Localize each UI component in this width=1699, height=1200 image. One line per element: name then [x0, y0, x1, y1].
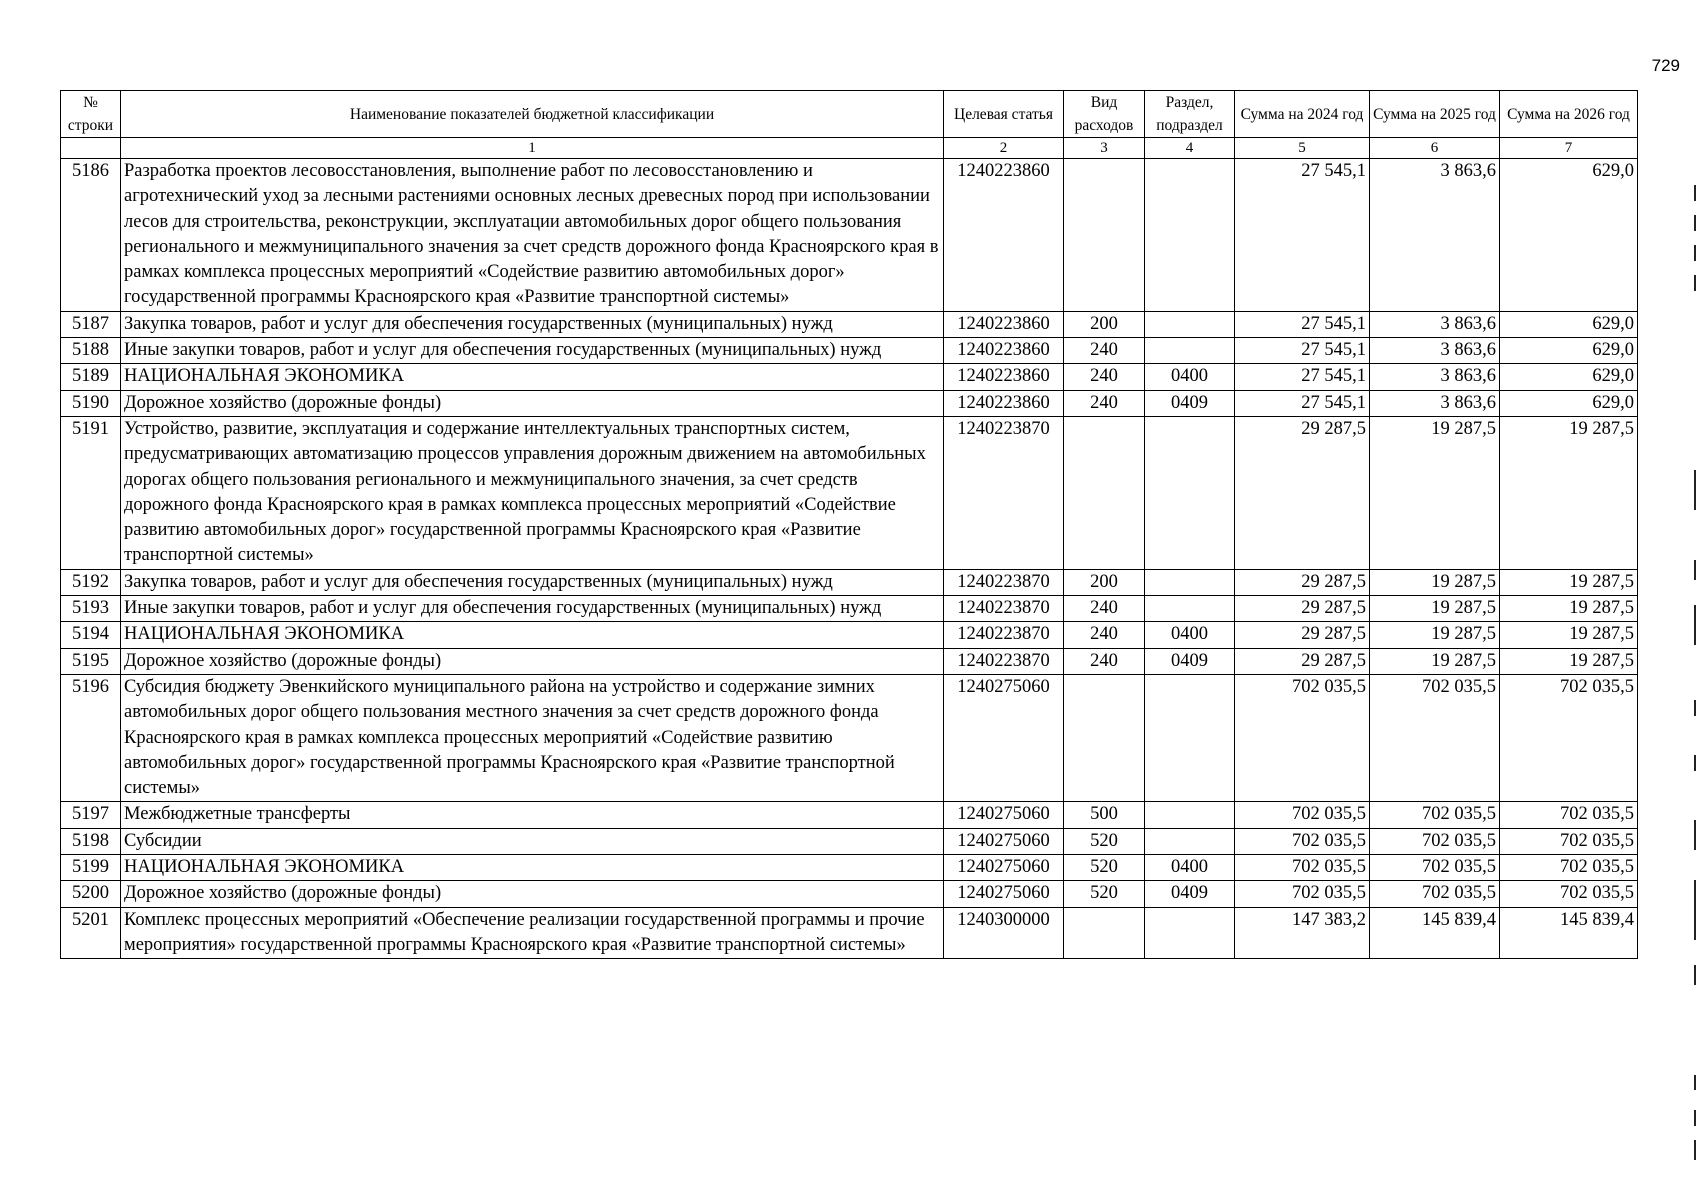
row-number: 5198 [61, 828, 121, 854]
header-sum-2026: Сумма на 2026 год [1500, 91, 1638, 138]
scan-mark [1694, 275, 1696, 291]
row-expense-type [1064, 907, 1145, 959]
table-row [61, 416, 1638, 569]
scan-mark [1694, 215, 1696, 231]
row-sum-2025: 19 287,5 [1370, 622, 1500, 648]
row-target-article: 1240275060 [944, 802, 1064, 828]
row-number: 5194 [61, 622, 121, 648]
row-section [1145, 159, 1235, 312]
row-sum-2025: 3 863,6 [1370, 390, 1500, 416]
row-sum-2025: 19 287,5 [1370, 416, 1500, 569]
row-section: 0400 [1145, 364, 1235, 390]
table-row [61, 622, 1638, 648]
row-sum-2024: 29 287,5 [1235, 648, 1370, 674]
row-number: 5196 [61, 674, 121, 801]
row-sum-2026: 19 287,5 [1500, 569, 1638, 595]
table-row [61, 648, 1638, 674]
page-number: 729 [1651, 56, 1680, 75]
row-expense-type: 240 [1064, 390, 1145, 416]
row-number: 5200 [61, 881, 121, 907]
row-section: 0400 [1145, 622, 1235, 648]
row-sum-2024: 27 545,1 [1235, 338, 1370, 364]
table-row [61, 159, 1638, 312]
row-name: Дорожное хозяйство (дорожные фонды) [121, 648, 944, 674]
row-target-article: 1240223860 [944, 364, 1064, 390]
table-row [61, 828, 1638, 854]
row-number: 5193 [61, 596, 121, 622]
row-sum-2026: 702 035,5 [1500, 802, 1638, 828]
scan-mark [1694, 880, 1696, 940]
row-expense-type: 520 [1064, 881, 1145, 907]
row-sum-2025: 702 035,5 [1370, 855, 1500, 881]
row-expense-type [1064, 674, 1145, 801]
scan-mark [1694, 755, 1696, 771]
row-section [1145, 311, 1235, 337]
row-sum-2024: 29 287,5 [1235, 569, 1370, 595]
row-sum-2026: 702 035,5 [1500, 674, 1638, 801]
header-sum-2025: Сумма на 2025 год [1370, 91, 1500, 138]
row-target-article: 1240275060 [944, 674, 1064, 801]
row-target-article: 1240223870 [944, 622, 1064, 648]
table-row [61, 596, 1638, 622]
row-number: 5192 [61, 569, 121, 595]
row-name: Разработка проектов лесовосстановления, выполнение работ по лесовосстановлению и агротехнический уход за лесными растениями основных лесных древесных пород при использовании лесов для строительства, реконструкции, эксплуатации автомобильных дорог общего пользования регионального и межмуниципального значения за счет средств дорожного фонда Красноярского края в рамках комплекса процессных мероприятий «Содействие развитию автомобильных дорог» государственной программы Красноярского края «Развитие транспортной системы» [121, 159, 944, 312]
row-number: 5195 [61, 648, 121, 674]
row-name: Иные закупки товаров, работ и услуг для обеспечения государственных (муниципальных) нужд [121, 338, 944, 364]
row-sum-2025: 3 863,6 [1370, 364, 1500, 390]
row-sum-2026: 19 287,5 [1500, 648, 1638, 674]
row-number: 5186 [61, 159, 121, 312]
budget-table [60, 90, 1638, 959]
row-target-article: 1240223870 [944, 648, 1064, 674]
header-row-no: № строки [61, 91, 121, 138]
row-sum-2024: 27 545,1 [1235, 159, 1370, 312]
row-expense-type: 500 [1064, 802, 1145, 828]
row-target-article: 1240300000 [944, 907, 1064, 959]
row-section [1145, 338, 1235, 364]
row-sum-2026: 629,0 [1500, 390, 1638, 416]
row-number: 5191 [61, 416, 121, 569]
row-sum-2024: 702 035,5 [1235, 855, 1370, 881]
row-number: 5189 [61, 364, 121, 390]
row-sum-2024: 29 287,5 [1235, 416, 1370, 569]
column-number: 6 [1370, 138, 1500, 159]
column-number: 3 [1064, 138, 1145, 159]
row-name: НАЦИОНАЛЬНАЯ ЭКОНОМИКА [121, 364, 944, 390]
table-row [61, 338, 1638, 364]
row-sum-2026: 702 035,5 [1500, 881, 1638, 907]
row-expense-type: 240 [1064, 596, 1145, 622]
row-number: 5199 [61, 855, 121, 881]
table-row [61, 802, 1638, 828]
row-section [1145, 802, 1235, 828]
table-row [61, 364, 1638, 390]
row-target-article: 1240223860 [944, 338, 1064, 364]
row-target-article: 1240275060 [944, 828, 1064, 854]
row-sum-2024: 27 545,1 [1235, 390, 1370, 416]
column-number: 1 [121, 138, 944, 159]
row-sum-2024: 702 035,5 [1235, 828, 1370, 854]
row-section [1145, 416, 1235, 569]
row-section [1145, 569, 1235, 595]
row-name: Межбюджетные трансферты [121, 802, 944, 828]
scan-mark [1694, 965, 1696, 985]
row-section: 0409 [1145, 390, 1235, 416]
row-expense-type [1064, 159, 1145, 312]
row-target-article: 1240223870 [944, 416, 1064, 569]
row-sum-2026: 145 839,4 [1500, 907, 1638, 959]
scan-mark [1694, 1110, 1696, 1126]
table-row [61, 855, 1638, 881]
row-sum-2025: 702 035,5 [1370, 828, 1500, 854]
row-expense-type: 240 [1064, 338, 1145, 364]
row-target-article: 1240275060 [944, 881, 1064, 907]
row-sum-2024: 147 383,2 [1235, 907, 1370, 959]
table-row [61, 674, 1638, 801]
row-sum-2026: 629,0 [1500, 364, 1638, 390]
row-sum-2026: 19 287,5 [1500, 596, 1638, 622]
row-section [1145, 674, 1235, 801]
scan-mark [1694, 470, 1696, 510]
row-expense-type: 240 [1064, 648, 1145, 674]
table-row [61, 907, 1638, 959]
row-name: Закупка товаров, работ и услуг для обеспечения государственных (муниципальных) нужд [121, 569, 944, 595]
table-row [61, 569, 1638, 595]
header-row [61, 91, 1638, 138]
row-sum-2024: 29 287,5 [1235, 622, 1370, 648]
row-section [1145, 907, 1235, 959]
row-sum-2025: 3 863,6 [1370, 311, 1500, 337]
scan-mark [1694, 1075, 1696, 1090]
row-name: Комплекс процессных мероприятий «Обеспечение реализации государственной программы и прочие мероприятия» государственной программы Красноярского края «Развитие транспортной системы» [121, 907, 944, 959]
row-sum-2026: 702 035,5 [1500, 828, 1638, 854]
row-sum-2024: 702 035,5 [1235, 802, 1370, 828]
row-name: Субсидия бюджету Эвенкийского муниципального района на устройство и содержание зимних автомобильных дорог общего пользования местного значения за счет средств дорожного фонда Красноярского края в рамках комплекса процессных мероприятий «Содействие развитию автомобильных дорог» государственной программы Красноярского края «Развитие транспортной системы» [121, 674, 944, 801]
header-section: Раздел, подраздел [1145, 91, 1235, 138]
row-sum-2024: 27 545,1 [1235, 364, 1370, 390]
row-target-article: 1240223870 [944, 596, 1064, 622]
row-target-article: 1240223860 [944, 390, 1064, 416]
row-sum-2024: 27 545,1 [1235, 311, 1370, 337]
row-sum-2026: 19 287,5 [1500, 416, 1638, 569]
row-sum-2025: 145 839,4 [1370, 907, 1500, 959]
row-target-article: 1240275060 [944, 855, 1064, 881]
scan-mark [1694, 560, 1696, 580]
row-number: 5197 [61, 802, 121, 828]
row-sum-2025: 702 035,5 [1370, 802, 1500, 828]
row-expense-type: 240 [1064, 622, 1145, 648]
row-name: Иные закупки товаров, работ и услуг для обеспечения государственных (муниципальных) нужд [121, 596, 944, 622]
column-number: 5 [1235, 138, 1370, 159]
row-number: 5190 [61, 390, 121, 416]
row-name: Субсидии [121, 828, 944, 854]
row-sum-2025: 19 287,5 [1370, 569, 1500, 595]
column-number: 7 [1500, 138, 1638, 159]
row-expense-type: 240 [1064, 364, 1145, 390]
row-target-article: 1240223870 [944, 569, 1064, 595]
row-name: НАЦИОНАЛЬНАЯ ЭКОНОМИКА [121, 622, 944, 648]
scan-mark [1694, 245, 1696, 261]
row-name: Устройство, развитие, эксплуатация и содержание интеллектуальных транспортных систем, предусматривающих автоматизацию процессов управления дорожным движением на автомобильных дорогах общего пользования регионального и межмуниципального значения, за счет средств дорожного фонда Красноярского края в рамках комплекса процессных мероприятий «Содействие развитию автомобильных дорог» государственной программы Красноярского края «Развитие транспортной системы» [121, 416, 944, 569]
column-number: 2 [944, 138, 1064, 159]
scan-mark [1694, 700, 1696, 716]
row-name: Закупка товаров, работ и услуг для обеспечения государственных (муниципальных) нужд [121, 311, 944, 337]
row-number: 5188 [61, 338, 121, 364]
row-section: 0409 [1145, 881, 1235, 907]
row-name: Дорожное хозяйство (дорожные фонды) [121, 881, 944, 907]
row-expense-type [1064, 416, 1145, 569]
row-sum-2026: 19 287,5 [1500, 622, 1638, 648]
row-sum-2025: 19 287,5 [1370, 648, 1500, 674]
header-expense-type: Вид расходов [1064, 91, 1145, 138]
row-expense-type: 520 [1064, 828, 1145, 854]
header-name: Наименование показателей бюджетной классификации [121, 91, 944, 138]
scan-mark [1694, 1140, 1696, 1160]
row-section [1145, 596, 1235, 622]
row-sum-2026: 629,0 [1500, 338, 1638, 364]
row-sum-2024: 702 035,5 [1235, 881, 1370, 907]
row-number: 5201 [61, 907, 121, 959]
scan-mark [1694, 820, 1696, 850]
column-number: 4 [1145, 138, 1235, 159]
column-number [61, 138, 121, 159]
row-expense-type: 520 [1064, 855, 1145, 881]
row-sum-2026: 702 035,5 [1500, 855, 1638, 881]
row-sum-2025: 702 035,5 [1370, 881, 1500, 907]
row-sum-2024: 702 035,5 [1235, 674, 1370, 801]
table-row [61, 311, 1638, 337]
header-sum-2024: Сумма на 2024 год [1235, 91, 1370, 138]
row-name: Дорожное хозяйство (дорожные фонды) [121, 390, 944, 416]
row-expense-type: 200 [1064, 569, 1145, 595]
column-numbers-row [61, 138, 1638, 159]
scan-mark [1694, 605, 1696, 645]
row-sum-2025: 19 287,5 [1370, 596, 1500, 622]
table-row [61, 881, 1638, 907]
scan-mark [1694, 185, 1696, 201]
row-sum-2025: 702 035,5 [1370, 674, 1500, 801]
row-sum-2025: 3 863,6 [1370, 159, 1500, 312]
row-section: 0400 [1145, 855, 1235, 881]
row-sum-2026: 629,0 [1500, 311, 1638, 337]
header-target-article: Целевая статья [944, 91, 1064, 138]
row-target-article: 1240223860 [944, 159, 1064, 312]
row-name: НАЦИОНАЛЬНАЯ ЭКОНОМИКА [121, 855, 944, 881]
row-sum-2025: 3 863,6 [1370, 338, 1500, 364]
row-sum-2024: 29 287,5 [1235, 596, 1370, 622]
row-section [1145, 828, 1235, 854]
table-row [61, 390, 1638, 416]
table-body [61, 159, 1638, 959]
row-number: 5187 [61, 311, 121, 337]
row-sum-2026: 629,0 [1500, 159, 1638, 312]
row-target-article: 1240223860 [944, 311, 1064, 337]
row-section: 0409 [1145, 648, 1235, 674]
row-expense-type: 200 [1064, 311, 1145, 337]
